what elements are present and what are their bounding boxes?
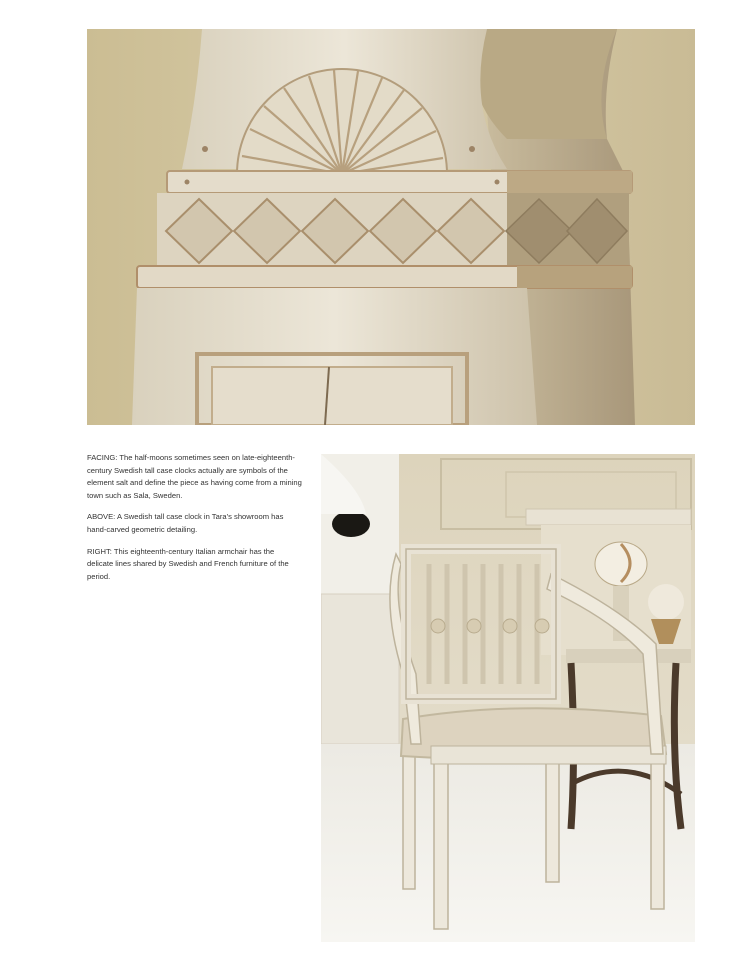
captions-block bbox=[87, 452, 302, 592]
caption-right: RIGHT: This eighteenth-century Italian armchair has the delicate lines shared by Swedish and French furniture of the period. bbox=[87, 546, 289, 581]
clock-photo bbox=[87, 29, 695, 425]
caption-facing: FACING: The half-moons sometimes seen on late-eighteenth-century Swedish tall case clocks actually are symbols of the element salt and define the piece as having come from a mining town such as Sala, Sweden. bbox=[87, 453, 302, 500]
armchair-photo bbox=[321, 454, 695, 942]
caption-above: ABOVE: A Swedish tall case clock in Tara’s showroom has hand-carved geometric detailing. bbox=[87, 512, 284, 534]
